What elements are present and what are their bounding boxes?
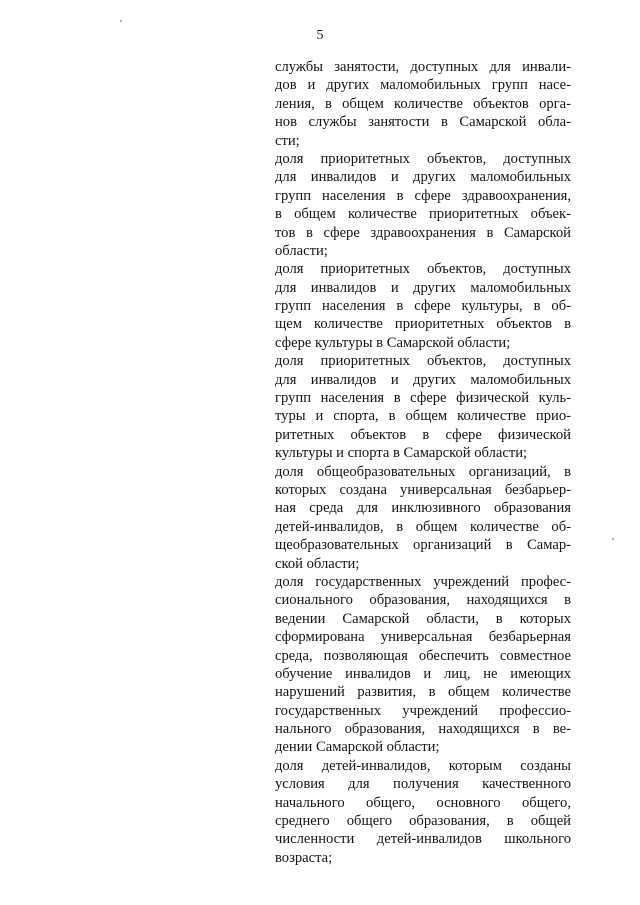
- text-line: области;: [275, 242, 328, 259]
- text-line: государственных учреждений профессио-: [275, 702, 571, 719]
- text-line: дении Самарской области;: [275, 739, 440, 756]
- text-line: сформирована универсальная безбарьерная: [275, 629, 571, 646]
- text-line: нарушений развития, в общем количестве: [275, 684, 571, 701]
- body-text-column: [275, 58, 571, 867]
- text-line: условия для получения качественного: [275, 776, 571, 793]
- text-line: детей-инвалидов, в общем количестве об-: [275, 518, 571, 535]
- text-line: культуры и спорта в Самарской области;: [275, 445, 528, 462]
- text-line: доля приоритетных объектов, доступных: [275, 261, 571, 278]
- text-line: нального образования, находящихся в ве-: [275, 721, 571, 738]
- text-line: туры и спорта, в общем количестве прио-: [275, 408, 571, 425]
- text-line: сфере культуры в Самарской области;: [275, 334, 511, 351]
- text-line: групп населения в сфере здравоохранения,: [275, 187, 571, 204]
- text-line: которых создана универсальная безбарьер-: [275, 481, 571, 498]
- text-line: доля приоритетных объектов, доступных: [275, 150, 571, 167]
- text-line: доля государственных учреждений профес-: [275, 573, 571, 590]
- text-line: в общем количестве приоритетных объек-: [275, 206, 571, 223]
- text-line: дов и других маломобильных групп насе-: [275, 77, 571, 94]
- text-line: среднего общего образования, в общей: [275, 813, 571, 830]
- text-line: тов в сфере здравоохранения в Самарской: [275, 224, 571, 241]
- page-number: 5: [316, 28, 324, 43]
- scan-speck: [120, 20, 122, 22]
- text-line: групп населения в сфере культуры, в об-: [275, 298, 571, 315]
- text-line: нов службы занятости в Самарской обла-: [275, 114, 571, 131]
- text-line: ления, в общем количестве объектов орга-: [275, 95, 571, 112]
- text-line: среда, позволяющая обеспечить совместное: [275, 647, 571, 664]
- text-line: службы занятости, доступных для инвали-: [275, 59, 571, 75]
- text-line: ная среда для инклюзивного образования: [275, 500, 571, 517]
- text-line: групп населения в сфере физической куль-: [275, 390, 571, 407]
- text-line: щем количестве приоритетных объектов в: [275, 316, 571, 333]
- text-line: начального общего, основного общего,: [275, 794, 571, 811]
- text-line: для инвалидов и других маломобильных: [275, 169, 571, 186]
- text-line: ведении Самарской области, в которых: [275, 610, 571, 627]
- text-line: сионального образования, находящихся в: [275, 592, 571, 609]
- text-line: щеобразовательных организаций в Самар-: [275, 537, 571, 554]
- text-line: для инвалидов и других маломобильных: [275, 279, 571, 296]
- text-line: для инвалидов и других маломобильных: [275, 371, 571, 388]
- text-line: ской области;: [275, 555, 360, 572]
- text-line: доля приоритетных объектов, доступных: [275, 353, 571, 370]
- text-line: численности детей-инвалидов школьного: [275, 831, 571, 848]
- text-line: доля детей-инвалидов, которым созданы: [275, 757, 571, 774]
- text-line: обучение инвалидов и лиц, не имеющих: [275, 665, 571, 682]
- text-line: сти;: [275, 132, 300, 149]
- scan-speck: [612, 538, 614, 540]
- text-line: ритетных объектов в сфере физической: [275, 426, 571, 443]
- text-line: возраста;: [275, 849, 333, 866]
- text-line: доля общеобразовательных организаций, в: [275, 463, 571, 480]
